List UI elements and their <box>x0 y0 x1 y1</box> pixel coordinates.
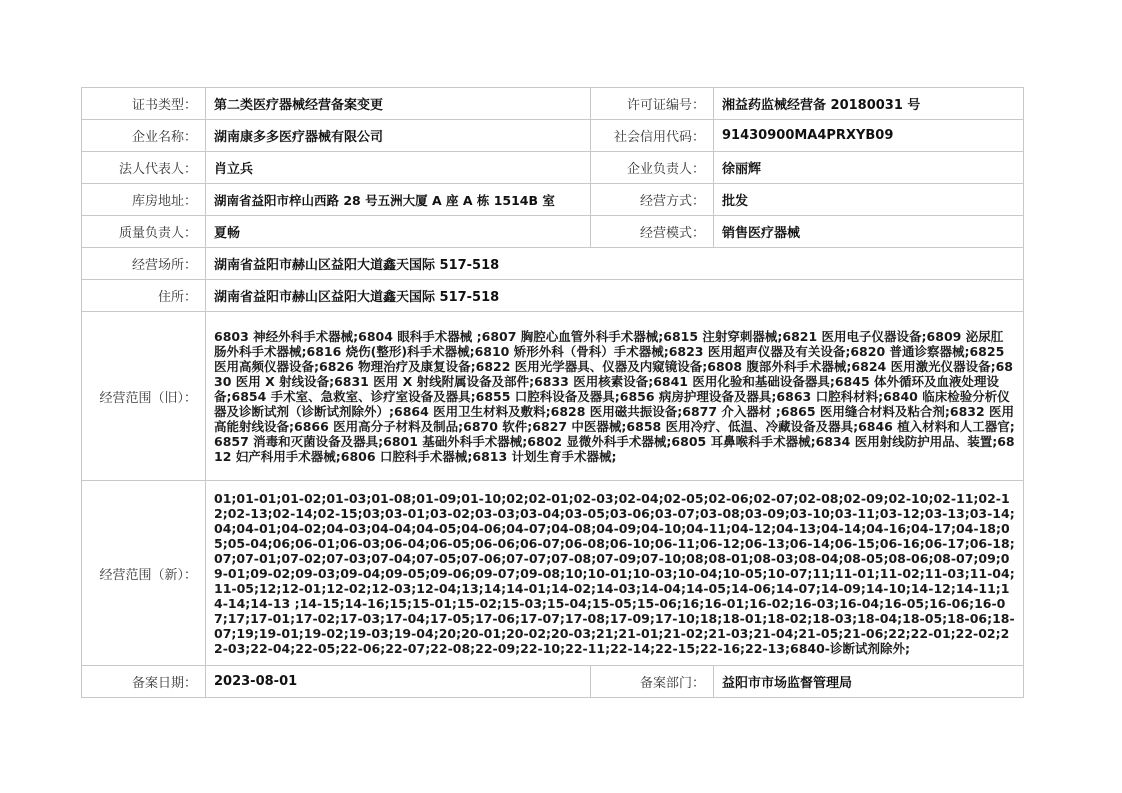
row-scope-new <box>82 481 1024 666</box>
record-date-label: 备案日期： <box>82 666 206 698</box>
license-no-value: 湘益药监械经营备 20180031 号 <box>714 88 1024 120</box>
record-dept-value: 益阳市市场监督管理局 <box>714 666 1024 698</box>
company-value: 湖南康多多医疗器械有限公司 <box>206 120 591 152</box>
row-quality-head <box>82 216 1024 248</box>
quality-head-value: 夏畅 <box>206 216 591 248</box>
certificate-table <box>81 87 1024 698</box>
scope-new-label: 经营范围（新）： <box>82 481 206 666</box>
credit-code-value: 91430900MA4PRXYB09 <box>714 120 1024 152</box>
business-place-label: 经营场所： <box>82 248 206 280</box>
record-date-value: 2023-08-01 <box>206 666 591 698</box>
license-no-label: 许可证编号： <box>591 88 714 120</box>
row-legal-rep <box>82 152 1024 184</box>
row-warehouse <box>82 184 1024 216</box>
record-dept-label: 备案部门： <box>591 666 714 698</box>
scope-old-label: 经营范围（旧）： <box>82 312 206 481</box>
row-record <box>82 666 1024 698</box>
company-head-label: 企业负责人： <box>591 152 714 184</box>
row-scope-old <box>82 312 1024 481</box>
legal-rep-value: 肖立兵 <box>206 152 591 184</box>
business-model-value: 销售医疗器械 <box>714 216 1024 248</box>
row-residence <box>82 280 1024 312</box>
warehouse-value: 湖南省益阳市梓山西路 28 号五洲大厦 A 座 A 栋 1514B 室 <box>206 184 591 216</box>
cert-type-value: 第二类医疗器械经营备案变更 <box>206 88 591 120</box>
scope-new-value: 01;01-01;01-02;01-03;01-08;01-09;01-10;02;02-01;02-03;02-04;02-05;02-06;02-07;02-08;02-09;02-10;02-11;02-12;02-13;02-14;02-15;03;03-01;03-02;03-03;03-04;03-05;03-06;03-07;03-08;03-09;03-10;03-11;03-12;03-13;03-14;04;04-01;04-02;04-03;04-04;04-05;04-06;04-07;04-08;04-09;04-10;04-11;04-12;04-13;04-14;04-16;04-17;04-18;05;05-04;06;06-01;06-03;06-04;06-05;06-06;06-07;06-08;06-10;06-11;06-12;06-13;06-14;06-15;06-16;06-17;06-18;07;07-01;07-02;07-03;07-04;07-05;07-06;07-07;07-08;07-09;07-10;08;08-01;08-03;08-04;08-05;08-06;08-07;09;09-01;09-02;09-03;09-04;09-05;09-06;09-07;09-08;10;10-01;10-03;10-04;10-05;10-07;11;11-01;11-02;11-03;11-04;11-05;12;12-01;12-02;12-03;12-04;13;14;14-01;14-02;14-03;14-04;14-05;14-06;14-07;14-09;14-10;14-12;14-11;14-14;14-13 ;14-15;14-16;15;15-01;15-02;15-03;15-04;15-05;15-06;16;16-01;16-02;16-03;16-04;16-05;16-06;16-07;17;17-01;17-02;17-03;17-04;17-05;17-06;17-07;17-08;17-09;17-10;18;18-01;18-02;18-03;18-04;18-05;18-06;18-07;19;19-01;19-02;19-03;19-04;20;20-01;20-02;20-03;21;21-01;21-02;21-03;21-04;21-05;21-06;22;22-01;22-02;22-03;22-04;22-05;22-06;22-07;22-08;22-09;22-10;22-11;22-14;22-15;22-16;22-13;6840-诊断试剂除外; <box>206 481 1024 666</box>
quality-head-label: 质量负责人： <box>82 216 206 248</box>
residence-value: 湖南省益阳市赫山区益阳大道鑫天国际 517-518 <box>206 280 1024 312</box>
row-cert-type <box>82 88 1024 120</box>
row-business-place <box>82 248 1024 280</box>
business-model-label: 经营模式： <box>591 216 714 248</box>
business-place-value: 湖南省益阳市赫山区益阳大道鑫天国际 517-518 <box>206 248 1024 280</box>
company-head-value: 徐丽辉 <box>714 152 1024 184</box>
warehouse-label: 库房地址： <box>82 184 206 216</box>
business-mode-label: 经营方式： <box>591 184 714 216</box>
cert-type-label: 证书类型： <box>82 88 206 120</box>
residence-label: 住所： <box>82 280 206 312</box>
legal-rep-label: 法人代表人： <box>82 152 206 184</box>
scope-old-value: 6803 神经外科手术器械;6804 眼科手术器械 ;6807 胸腔心血管外科手术器械;6815 注射穿刺器械;6821 医用电子仪器设备;6809 泌尿肛肠外科手术器械;6816 烧伤(整形)科手术器械;6810 矫形外科（骨科）手术器械;6823 医用超声仪器及有关设备;6820 普通诊察器械;6825 医用高频仪器设备;6826 物理治疗及康复设备;6822 医用光学器具、仪器及内窥镜设备;6808 腹部外科手术器械;6824 医用激光仪器设备;6830 医用 X 射线设备;6831 医用 X 射线附属设备及部件;6833 医用核素设备;6841 医用化验和基础设备器具;6845 体外循环及血液处理设备;6854 手术室、急救室、诊疗室设备及器具;6855 口腔科设备及器具;6856 病房护理设备及器具;6863 口腔科材料;6840 临床检验分析仪器及诊断试剂（诊断试剂除外）;6864 医用卫生材料及敷料;6828 医用磁共振设备;6877 介入器材 ;6865 医用缝合材料及粘合剂;6832 医用高能射线设备;6866 医用高分子材料及制品;6870 软件;6827 中医器械;6858 医用冷疗、低温、冷藏设备及器具;6846 植入材料和人工器官;6857 消毒和灭菌设备及器具;6801 基础外科手术器械;6802 显微外科手术器械;6805 耳鼻喉科手术器械;6834 医用射线防护用品、装置;6812 妇产科用手术器械;6806 口腔科手术器械;6813 计划生育手术器械; <box>206 312 1024 481</box>
business-mode-value: 批发 <box>714 184 1024 216</box>
row-company <box>82 120 1024 152</box>
credit-code-label: 社会信用代码： <box>591 120 714 152</box>
company-label: 企业名称： <box>82 120 206 152</box>
